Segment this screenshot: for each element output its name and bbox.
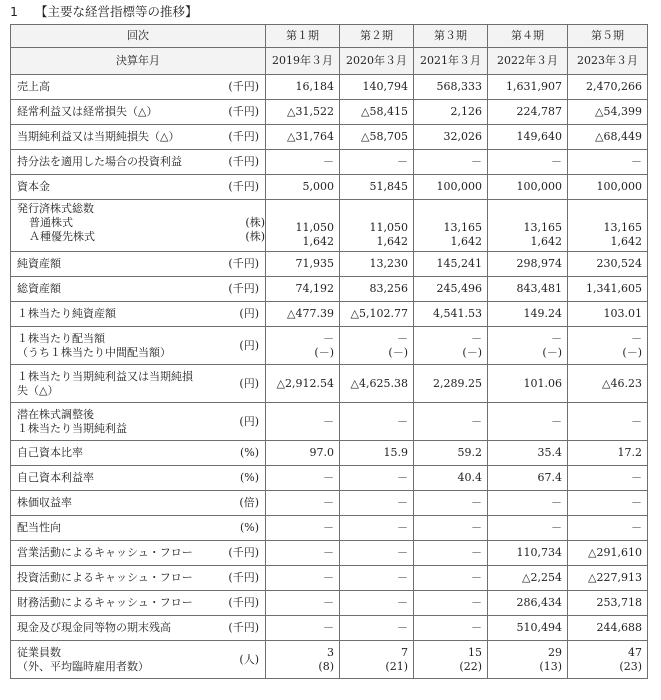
value-main: 15 [468, 645, 482, 659]
value-cell: － [568, 466, 648, 491]
row-label-line1: 従業員数 [17, 645, 61, 659]
value-cell: 286,434 [488, 591, 568, 616]
value-cell: △68,449 [568, 125, 648, 150]
value-cell [568, 365, 648, 403]
row-label [11, 541, 266, 566]
row-unit: (株) [245, 216, 265, 229]
value-cell: － [266, 516, 340, 541]
value-cell [266, 641, 340, 679]
row-unit: (千円) [228, 130, 259, 143]
value-cell: 16,184 [266, 75, 340, 100]
value-cell: 100,000 [568, 175, 648, 200]
value-cell: － [414, 616, 488, 641]
row-label-line1: 潜在株式調整後 [17, 407, 94, 421]
employees-row [11, 641, 648, 679]
row-unit: (千円) [228, 596, 259, 609]
value-sub: (8) [318, 659, 334, 673]
value-cell [340, 641, 414, 679]
value-sub: (－) [388, 345, 408, 359]
value-cell [266, 365, 340, 403]
value-preferred: 1,642 [302, 235, 334, 248]
row-label [11, 277, 266, 302]
row-label-line2: （外、平均臨時雇用者数） [17, 659, 149, 673]
row-unit: (千円) [228, 257, 259, 270]
row-unit: (千円) [228, 571, 259, 584]
row-label-line2: （うち１株当たり中間配当額） [17, 345, 171, 359]
row-label [11, 641, 266, 679]
row-label-text: 売上高 [17, 80, 50, 93]
value-cell: － [340, 491, 414, 516]
value-main: － [323, 331, 334, 345]
value-cell [414, 365, 488, 403]
row-label [11, 365, 266, 403]
indicator-row [11, 75, 648, 100]
row-label-line1: １株当たり当期純利益又は当期純損 [17, 369, 193, 383]
section-title: 【主要な経営指標等の推移】 [34, 4, 198, 19]
value-main: － [551, 331, 562, 345]
value-cell [488, 200, 568, 252]
row-label-text: 営業活動によるキャッシュ・フロー [17, 546, 193, 559]
value-cell [340, 327, 414, 365]
value-cell: 103.01 [568, 302, 648, 327]
diluted-eps-row [11, 403, 648, 441]
value-cell [414, 327, 488, 365]
indicator-row [11, 566, 648, 591]
indicator-row [11, 175, 648, 200]
row-label [11, 175, 266, 200]
value-cell: － [488, 516, 568, 541]
value-cell: 230,524 [568, 252, 648, 277]
value-cell: － [340, 566, 414, 591]
period-header-row [11, 25, 648, 48]
row-label [11, 441, 266, 466]
value-cell: － [340, 541, 414, 566]
row-label-line2: １株当たり当期純利益 [17, 421, 127, 435]
date-header-label: 決算年月 [11, 48, 266, 75]
row-label-text: 現金及び現金同等物の期末残高 [17, 621, 171, 634]
value-cell: 15.9 [340, 441, 414, 466]
value-cell [266, 200, 340, 252]
value-cell: 245,496 [414, 277, 488, 302]
value-common: 11,050 [295, 221, 334, 234]
value-cell: － [266, 466, 340, 491]
value-main: － [397, 414, 408, 428]
value-cell: 100,000 [488, 175, 568, 200]
value-cell [266, 403, 340, 441]
value-cell: 298,974 [488, 252, 568, 277]
period-header-cell: 第２期 [340, 25, 414, 48]
value-cell: 4,541.53 [414, 302, 488, 327]
row-unit: (千円) [228, 80, 259, 93]
value-main: 101.06 [523, 376, 562, 390]
value-cell: 97.0 [266, 441, 340, 466]
value-cell: 13,230 [340, 252, 414, 277]
indicator-row [11, 252, 648, 277]
row-label [11, 466, 266, 491]
row-unit: (倍) [239, 496, 259, 509]
value-cell [568, 200, 648, 252]
indicator-row [11, 491, 648, 516]
value-cell: △227,913 [568, 566, 648, 591]
value-cell: 1,341,605 [568, 277, 648, 302]
value-cell: △58,415 [340, 100, 414, 125]
indicator-row [11, 125, 648, 150]
value-cell: － [488, 491, 568, 516]
row-unit: (%) [239, 446, 259, 459]
value-cell: － [568, 150, 648, 175]
value-main: 3 [327, 645, 334, 659]
value-main: － [631, 331, 642, 345]
row-label [11, 616, 266, 641]
indicator-row [11, 591, 648, 616]
share-class-label: 普通株式 [29, 216, 73, 229]
row-label-text: 財務活動によるキャッシュ・フロー [17, 596, 193, 609]
value-cell: 59.2 [414, 441, 488, 466]
value-cell: － [414, 566, 488, 591]
row-label-line2: 失（△） [17, 383, 59, 397]
value-main: △46.23 [602, 376, 642, 390]
indicator-row [11, 100, 648, 125]
value-common: 13,165 [603, 221, 642, 234]
value-cell: － [340, 150, 414, 175]
value-cell [568, 403, 648, 441]
value-cell: △31,764 [266, 125, 340, 150]
row-label [11, 566, 266, 591]
value-cell: － [266, 566, 340, 591]
value-cell [340, 403, 414, 441]
value-cell: － [488, 150, 568, 175]
value-cell: － [414, 591, 488, 616]
value-main: 2,289.25 [433, 376, 482, 390]
value-main: － [471, 414, 482, 428]
value-cell: 71,935 [266, 252, 340, 277]
indicator-row [11, 150, 648, 175]
row-label [11, 75, 266, 100]
row-label-text: 株価収益率 [17, 496, 72, 509]
row-label [11, 591, 266, 616]
row-label [11, 252, 266, 277]
period-header-cell: 第３期 [414, 25, 488, 48]
value-main: － [397, 331, 408, 345]
value-cell: 110,734 [488, 541, 568, 566]
value-cell: － [340, 591, 414, 616]
row-label [11, 200, 266, 252]
value-main: － [323, 414, 334, 428]
value-cell: 2,126 [414, 100, 488, 125]
dividend-row [11, 327, 648, 365]
value-cell [488, 327, 568, 365]
value-cell [488, 403, 568, 441]
value-cell: － [266, 616, 340, 641]
value-main: 47 [628, 645, 642, 659]
value-cell: 100,000 [414, 175, 488, 200]
eps-row [11, 365, 648, 403]
value-sub: (22) [459, 659, 482, 673]
value-cell: 1,631,907 [488, 75, 568, 100]
value-sub: (21) [385, 659, 408, 673]
value-common: 13,165 [523, 221, 562, 234]
value-cell: 17.2 [568, 441, 648, 466]
value-preferred: 1,642 [610, 235, 642, 248]
value-cell: － [266, 541, 340, 566]
value-main: 29 [548, 645, 562, 659]
value-cell: － [568, 516, 648, 541]
indicator-row [11, 302, 648, 327]
value-main: 7 [401, 645, 408, 659]
date-header-row [11, 48, 648, 75]
value-cell: － [266, 150, 340, 175]
row-unit: (円) [239, 338, 259, 352]
value-cell: △291,610 [568, 541, 648, 566]
value-preferred: 1,642 [530, 235, 562, 248]
period-header-label: 回次 [11, 25, 266, 48]
value-cell: － [414, 150, 488, 175]
row-label [11, 327, 266, 365]
value-sub: (－) [622, 345, 642, 359]
indicator-row [11, 277, 648, 302]
row-label [11, 403, 266, 441]
row-unit: (千円) [228, 546, 259, 559]
value-cell: － [568, 491, 648, 516]
value-cell: 51,845 [340, 175, 414, 200]
value-cell: － [266, 491, 340, 516]
value-cell: 35.4 [488, 441, 568, 466]
row-unit: (千円) [228, 180, 259, 193]
indicator-row [11, 516, 648, 541]
value-main: － [551, 414, 562, 428]
row-label [11, 516, 266, 541]
value-cell: 145,241 [414, 252, 488, 277]
row-unit: (株) [245, 230, 265, 243]
row-label-line1: １株当たり配当額 [17, 331, 105, 345]
value-cell: 253,718 [568, 591, 648, 616]
row-label [11, 125, 266, 150]
value-sub: (23) [619, 659, 642, 673]
value-cell: － [414, 491, 488, 516]
date-header-cell: 2019年３月 [266, 48, 340, 75]
section-number: 1 [10, 4, 18, 19]
value-sub: (－) [542, 345, 562, 359]
row-unit: (%) [239, 521, 259, 534]
value-cell: △58,705 [340, 125, 414, 150]
period-header-cell: 第１期 [266, 25, 340, 48]
share-class-label: Ａ種優先株式 [29, 230, 95, 243]
value-cell [414, 641, 488, 679]
row-label-text: 自己資本利益率 [17, 471, 94, 484]
value-cell [340, 365, 414, 403]
value-cell: － [340, 466, 414, 491]
section-heading [10, 3, 197, 21]
value-cell: 149,640 [488, 125, 568, 150]
value-cell: △5,102.77 [340, 302, 414, 327]
value-common: 11,050 [369, 221, 408, 234]
row-label [11, 302, 266, 327]
value-cell: △54,399 [568, 100, 648, 125]
date-header-cell: 2023年３月 [568, 48, 648, 75]
row-label [11, 150, 266, 175]
date-header-cell: 2020年３月 [340, 48, 414, 75]
value-cell: △31,522 [266, 100, 340, 125]
value-cell [568, 641, 648, 679]
period-header-cell: 第４期 [488, 25, 568, 48]
value-cell: △2,254 [488, 566, 568, 591]
value-cell [414, 200, 488, 252]
row-label-text: 純資産額 [17, 257, 61, 270]
value-cell: 83,256 [340, 277, 414, 302]
value-cell [488, 641, 568, 679]
row-label-text: 配当性向 [17, 521, 61, 534]
share-class-line [17, 216, 265, 230]
value-cell: 5,000 [266, 175, 340, 200]
value-cell: △477.39 [266, 302, 340, 327]
row-unit: (円) [239, 307, 259, 320]
value-sub: (－) [314, 345, 334, 359]
share-class-line [17, 230, 265, 244]
value-cell [414, 403, 488, 441]
row-label-text: 自己資本比率 [17, 446, 83, 459]
value-cell: 140,794 [340, 75, 414, 100]
value-common: 13,165 [443, 221, 482, 234]
issued-shares-label: 発行済株式総数 [17, 202, 94, 215]
row-unit: (円) [239, 414, 259, 428]
value-sub: (－) [462, 345, 482, 359]
value-main: △4,625.38 [350, 376, 408, 390]
value-cell: 224,787 [488, 100, 568, 125]
value-sub: (13) [539, 659, 562, 673]
value-cell: 32,026 [414, 125, 488, 150]
row-label-text: 持分法を適用した場合の投資利益 [17, 155, 182, 168]
value-preferred: 1,642 [376, 235, 408, 248]
key-indicators-table [10, 24, 648, 679]
value-cell: 74,192 [266, 277, 340, 302]
indicator-row [11, 466, 648, 491]
value-cell: 149.24 [488, 302, 568, 327]
row-unit: (円) [239, 376, 259, 390]
row-label [11, 100, 266, 125]
value-cell [266, 327, 340, 365]
row-unit: (千円) [228, 155, 259, 168]
indicator-row [11, 616, 648, 641]
value-cell: 2,470,266 [568, 75, 648, 100]
row-unit: (千円) [228, 282, 259, 295]
value-cell: － [414, 516, 488, 541]
row-label-text: 資本金 [17, 180, 50, 193]
row-label-text: 投資活動によるキャッシュ・フロー [17, 571, 193, 584]
row-label-text: 経常利益又は経常損失（△） [17, 105, 158, 118]
date-header-cell: 2022年３月 [488, 48, 568, 75]
value-cell [340, 200, 414, 252]
value-cell: － [414, 541, 488, 566]
row-unit: (千円) [228, 621, 259, 634]
value-cell: － [340, 516, 414, 541]
row-unit: (千円) [228, 105, 259, 118]
indicator-row [11, 541, 648, 566]
value-cell: 244,688 [568, 616, 648, 641]
value-cell: 40.4 [414, 466, 488, 491]
row-label-text: 当期純利益又は当期純損失（△） [17, 130, 180, 143]
period-header-cell: 第５期 [568, 25, 648, 48]
value-main: △2,912.54 [276, 376, 334, 390]
row-label [11, 491, 266, 516]
value-main: － [471, 331, 482, 345]
date-header-cell: 2021年３月 [414, 48, 488, 75]
value-cell: － [340, 616, 414, 641]
row-unit: (%) [239, 471, 259, 484]
value-cell: 67.4 [488, 466, 568, 491]
row-label-text: １株当たり純資産額 [17, 307, 116, 320]
value-cell: 568,333 [414, 75, 488, 100]
value-preferred: 1,642 [450, 235, 482, 248]
value-cell [488, 365, 568, 403]
indicator-row [11, 441, 648, 466]
row-label-text: 総資産額 [17, 282, 61, 295]
issued-shares-row [11, 200, 648, 252]
value-main: － [631, 414, 642, 428]
value-cell [568, 327, 648, 365]
row-unit: (人) [239, 652, 259, 666]
value-cell: 510,494 [488, 616, 568, 641]
value-cell: 843,481 [488, 277, 568, 302]
value-cell: － [266, 591, 340, 616]
